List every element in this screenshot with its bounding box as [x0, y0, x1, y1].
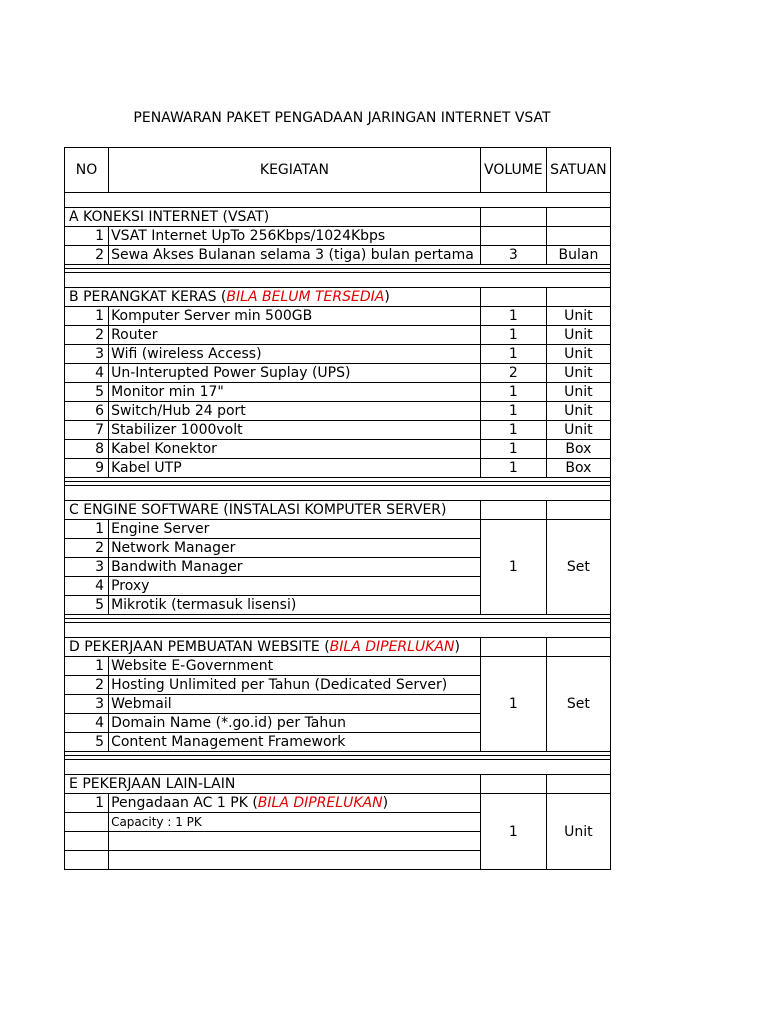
item-no — [65, 813, 109, 832]
item-name: Engine Server — [109, 520, 481, 539]
item-satuan: Unit — [546, 402, 610, 421]
item-capacity: Capacity : 1 PK — [109, 813, 481, 832]
item-name — [109, 794, 481, 813]
item-note: BILA DIPRELUKAN — [257, 795, 383, 811]
section-row-e — [65, 775, 611, 794]
item-name: Website E-Government — [109, 657, 481, 676]
item-volume — [480, 227, 546, 246]
item-satuan: Set — [546, 520, 610, 615]
section-header-satuan — [546, 501, 610, 520]
item-satuan: Box — [546, 459, 610, 478]
item-no: 4 — [65, 364, 109, 383]
section-title: PEKERJAAN PEMBUATAN WEBSITE ( — [84, 639, 330, 655]
item-name-text: Pengadaan AC 1 PK ( — [111, 795, 258, 811]
item-volume: 1 — [480, 459, 546, 478]
item-satuan: Bulan — [546, 246, 610, 265]
item-no — [65, 851, 109, 870]
spacer-cell — [65, 273, 611, 288]
section-letter: C — [69, 502, 79, 518]
item-row — [65, 440, 611, 459]
spacer-cell — [65, 486, 611, 501]
header-no: NO — [65, 148, 109, 193]
header-volume: VOLUME — [480, 148, 546, 193]
item-name: Hosting Unlimited per Tahun (Dedicated Server) — [109, 676, 481, 695]
item-row — [65, 520, 611, 539]
item-name: Router — [109, 326, 481, 345]
item-no: 1 — [65, 657, 109, 676]
item-no: 1 — [65, 520, 109, 539]
item-row — [65, 657, 611, 676]
item-volume: 1 — [480, 657, 546, 752]
header-kegiatan: KEGIATAN — [109, 148, 481, 193]
item-no: 2 — [65, 539, 109, 558]
item-row — [65, 307, 611, 326]
spacer-row — [65, 193, 611, 208]
item-name: Komputer Server min 500GB — [109, 307, 481, 326]
item-no: 3 — [65, 558, 109, 577]
item-volume: 1 — [480, 440, 546, 459]
section-header-cell — [65, 501, 447, 520]
section-row-d — [65, 638, 611, 657]
item-no: 9 — [65, 459, 109, 478]
section-header-volume — [480, 638, 546, 657]
item-row — [65, 227, 611, 246]
spacer-row — [65, 760, 611, 775]
section-header-volume — [480, 501, 546, 520]
item-no: 5 — [65, 383, 109, 402]
item-no: 2 — [65, 676, 109, 695]
section-label — [69, 288, 390, 306]
section-row-c — [65, 501, 611, 520]
spacer-row — [65, 486, 611, 501]
section-header-satuan — [546, 208, 610, 227]
item-volume: 1 — [480, 421, 546, 440]
section-title: ENGINE SOFTWARE (INSTALASI KOMPUTER SERVER) — [83, 502, 447, 518]
item-satuan: Unit — [546, 421, 610, 440]
item-row — [65, 326, 611, 345]
section-title: KONEKSI INTERNET (VSAT) — [83, 209, 270, 225]
item-volume: 1 — [480, 383, 546, 402]
item-no: 4 — [65, 577, 109, 596]
item-satuan: Unit — [546, 794, 610, 870]
spacer-cell — [65, 623, 611, 638]
item-no: 1 — [65, 794, 109, 813]
section-letter: E — [69, 776, 78, 792]
section-letter: A — [69, 209, 79, 225]
item-name: Kabel Konektor — [109, 440, 481, 459]
header-satuan: SATUAN — [546, 148, 610, 193]
item-volume: 1 — [480, 520, 546, 615]
document-title: PENAWARAN PAKET PENGADAAN JARINGAN INTERNET VSAT — [133, 110, 551, 126]
item-name: Bandwith Manager — [109, 558, 481, 577]
item-no: 1 — [65, 227, 109, 246]
item-row — [65, 402, 611, 421]
item-no: 2 — [65, 246, 109, 265]
spacer-cell — [65, 760, 611, 775]
section-title-end: ) — [454, 639, 460, 655]
section-note: BILA DIPERLUKAN — [329, 639, 455, 655]
table-body — [65, 148, 611, 870]
item-name: Stabilizer 1000volt — [109, 421, 481, 440]
item-volume: 1 — [480, 402, 546, 421]
section-row-a — [65, 208, 611, 227]
item-satuan: Unit — [546, 326, 610, 345]
item-row — [65, 794, 611, 813]
item-no: 2 — [65, 326, 109, 345]
section-label — [69, 638, 460, 656]
item-satuan: Unit — [546, 307, 610, 326]
item-satuan: Set — [546, 657, 610, 752]
item-row — [65, 459, 611, 478]
item-name-end: ) — [382, 795, 389, 811]
item-row — [65, 246, 611, 265]
section-title: PEKERJAAN LAIN-LAIN — [82, 776, 236, 792]
item-satuan: Unit — [546, 383, 610, 402]
item-satuan — [546, 227, 610, 246]
item-no: 6 — [65, 402, 109, 421]
item-row — [65, 383, 611, 402]
section-label — [69, 775, 235, 793]
item-name: Kabel UTP — [109, 459, 481, 478]
item-no: 7 — [65, 421, 109, 440]
section-row-b — [65, 288, 611, 307]
item-no: 5 — [65, 733, 109, 752]
section-header-volume — [480, 288, 546, 307]
item-name: Webmail — [109, 695, 481, 714]
offer-table — [64, 147, 611, 870]
item-volume: 2 — [480, 364, 546, 383]
item-name: Network Manager — [109, 539, 481, 558]
item-name: Domain Name (*.go.id) per Tahun — [109, 714, 481, 733]
section-header-satuan — [546, 638, 610, 657]
item-no: 4 — [65, 714, 109, 733]
section-header-cell — [65, 638, 460, 657]
item-satuan: Unit — [546, 364, 610, 383]
spacer-row — [65, 273, 611, 288]
section-header-volume — [480, 208, 546, 227]
section-header-satuan — [546, 288, 610, 307]
item-no: 8 — [65, 440, 109, 459]
section-letter: D — [69, 639, 80, 655]
item-name: Content Management Framework — [109, 733, 481, 752]
section-header-cell — [65, 208, 270, 227]
item-name: Un-Interupted Power Suplay (UPS) — [109, 364, 481, 383]
section-note: BILA BELUM TERSEDIA — [226, 289, 385, 305]
section-label — [69, 501, 446, 519]
header-row — [65, 148, 611, 193]
section-title-end: ) — [384, 289, 390, 305]
spacer-cell — [65, 193, 611, 208]
section-header-cell — [65, 775, 236, 794]
item-name: Monitor min 17" — [109, 383, 481, 402]
item-volume: 1 — [480, 345, 546, 364]
item-volume: 1 — [480, 307, 546, 326]
item-name — [109, 851, 481, 870]
item-row — [65, 364, 611, 383]
section-label — [69, 208, 269, 226]
section-header-cell — [65, 288, 390, 307]
item-satuan: Box — [546, 440, 610, 459]
item-volume: 3 — [480, 246, 546, 265]
item-row — [65, 421, 611, 440]
item-name: Mikrotik (termasuk lisensi) — [109, 596, 481, 615]
item-volume: 1 — [480, 794, 546, 870]
item-no: 3 — [65, 345, 109, 364]
item-no: 1 — [65, 307, 109, 326]
item-name: VSAT Internet UpTo 256Kbps/1024Kbps — [109, 227, 481, 246]
item-no: 3 — [65, 695, 109, 714]
item-volume: 1 — [480, 326, 546, 345]
item-name — [109, 832, 481, 851]
item-name: Wifi (wireless Access) — [109, 345, 481, 364]
item-row — [65, 345, 611, 364]
item-no: 5 — [65, 596, 109, 615]
section-title: PERANGKAT KERAS ( — [83, 289, 227, 305]
item-name: Switch/Hub 24 port — [109, 402, 481, 421]
item-no — [65, 832, 109, 851]
section-letter: B — [69, 289, 79, 305]
item-name: Sewa Akses Bulanan selama 3 (tiga) bulan pertama — [109, 246, 481, 265]
item-name: Proxy — [109, 577, 481, 596]
section-header-volume — [480, 775, 546, 794]
section-header-satuan — [546, 775, 610, 794]
spacer-row — [65, 623, 611, 638]
item-satuan: Unit — [546, 345, 610, 364]
